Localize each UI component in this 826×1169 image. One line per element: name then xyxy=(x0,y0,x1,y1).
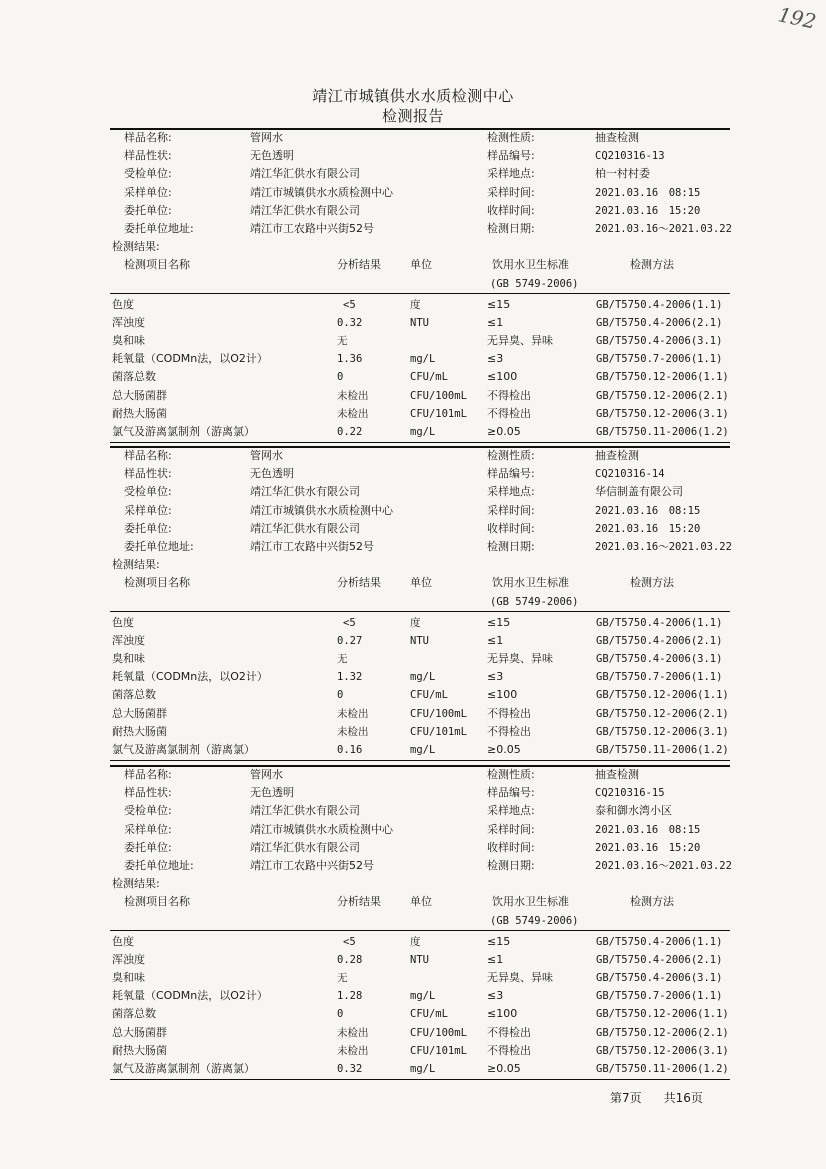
cell-result: 0 xyxy=(337,1008,344,1021)
cell-result: 1.32 xyxy=(337,671,363,684)
table-row xyxy=(0,314,826,332)
table-row xyxy=(0,723,826,741)
table-row xyxy=(0,1024,826,1042)
cell-item: 总大肠菌群 xyxy=(112,388,167,402)
test-nature-label: 检测性质: xyxy=(487,449,535,462)
results-label: 检测结果: xyxy=(112,558,160,572)
test-nature-label: 检测性质: xyxy=(487,131,535,144)
results-table-header xyxy=(0,256,826,274)
cell-method: GB/T5750.11-2006(1.2) xyxy=(596,1063,729,1075)
cell-unit: CFU/mL xyxy=(410,371,448,384)
col-header-standard-sub: (GB 5749-2006) xyxy=(490,595,579,608)
inspected-unit-value: 靖江华汇供水有限公司 xyxy=(250,485,360,499)
col-header-unit: 单位 xyxy=(410,576,432,590)
sampling-time-label: 采样时间: xyxy=(487,822,535,836)
sample-meta-row xyxy=(0,165,826,183)
cell-result: 1.36 xyxy=(337,353,363,366)
cell-standard: 无异臭、异味 xyxy=(487,334,553,347)
cell-method: GB/T5750.11-2006(1.2) xyxy=(596,744,729,756)
sampling-unit-label: 采样单位: xyxy=(124,185,172,199)
cell-result: <5 xyxy=(343,298,356,311)
sample-no-value: CQ210316-13 xyxy=(595,150,665,163)
cell-item: 氯气及游离氯制剂（游离氯） xyxy=(112,743,255,756)
table-row xyxy=(0,933,826,951)
sample-meta-row xyxy=(0,502,826,520)
table-row xyxy=(0,705,826,723)
sample-meta-row xyxy=(0,465,826,483)
col-header-unit: 单位 xyxy=(410,258,432,272)
cell-method: GB/T5750.4-2006(1.1) xyxy=(596,298,723,311)
cell-standard: 不得检出 xyxy=(487,1043,531,1057)
cell-method: GB/T5750.4-2006(3.1) xyxy=(596,335,723,347)
report-title: 靖江市城镇供水水质检测中心 xyxy=(312,87,514,105)
client-address-value: 靖江市工农路中兴街52号 xyxy=(250,540,374,553)
receive-time-value: 2021.03.16 15:20 xyxy=(595,204,701,217)
test-date-label: 检测日期: xyxy=(487,859,535,872)
sample-name-value: 管网水 xyxy=(250,449,283,462)
cell-method: GB/T5750.7-2006(1.1) xyxy=(596,990,723,1003)
sample-no-label: 样品编号: xyxy=(487,467,535,481)
sample-state-value: 无色透明 xyxy=(250,467,294,481)
results-table-subheader xyxy=(0,275,826,293)
report-header xyxy=(0,86,826,126)
cell-result: <5 xyxy=(343,935,356,948)
test-date-label: 检测日期: xyxy=(487,222,535,235)
cell-result: 未检出 xyxy=(337,389,369,402)
sample-meta-row xyxy=(0,220,826,238)
cell-unit: mg/L xyxy=(410,426,436,438)
test-nature-label: 检测性质: xyxy=(487,768,535,781)
receive-time-value: 2021.03.16 15:20 xyxy=(595,841,701,854)
cell-method: GB/T5750.12-2006(2.1) xyxy=(596,1026,729,1039)
table-bottom-divider xyxy=(110,760,730,761)
cell-result: 0.16 xyxy=(337,744,363,756)
col-header-item: 检测项目名称 xyxy=(124,895,190,909)
inspected-unit-value: 靖江华汇供水有限公司 xyxy=(250,804,360,818)
cell-result: 1.28 xyxy=(337,990,363,1003)
cell-unit: NTU xyxy=(410,953,429,966)
cell-item: 耐热大肠菌 xyxy=(112,1043,167,1057)
table-row xyxy=(0,423,826,441)
cell-standard: 无异臭、异味 xyxy=(487,971,553,984)
cell-method: GB/T5750.4-2006(3.1) xyxy=(596,653,723,665)
test-nature-value: 抽查检测 xyxy=(595,768,639,781)
cell-method: GB/T5750.4-2006(2.1) xyxy=(596,634,723,647)
cell-item: 菌落总数 xyxy=(112,688,156,702)
table-row xyxy=(0,668,826,686)
table-row xyxy=(0,686,826,704)
client-address-label: 委托单位地址: xyxy=(124,222,194,235)
sample-meta-row xyxy=(0,147,826,165)
test-nature-value: 抽查检测 xyxy=(595,449,639,462)
cell-unit: 度 xyxy=(410,298,421,311)
sampling-unit-label: 采样单位: xyxy=(124,503,172,517)
cell-result: 未检出 xyxy=(337,1026,369,1039)
cell-standard: 不得检出 xyxy=(487,388,531,402)
sample-no-value: CQ210316-15 xyxy=(595,787,665,800)
test-nature-value: 抽查检测 xyxy=(595,131,639,144)
col-header-unit: 单位 xyxy=(410,895,432,909)
cell-item: 耗氧量（CODMn法，以O2计） xyxy=(112,989,268,1003)
results-table-subheader xyxy=(0,912,826,930)
cell-result: 无 xyxy=(337,653,348,665)
table-bottom-divider xyxy=(110,442,730,443)
table-row xyxy=(0,987,826,1005)
receive-time-label: 收样时间: xyxy=(487,840,535,854)
sample-name-value: 管网水 xyxy=(250,131,283,144)
cell-standard: ≤15 xyxy=(487,297,511,311)
col-header-method: 检测方法 xyxy=(630,576,674,590)
page-footer xyxy=(610,1089,725,1106)
cell-item: 菌落总数 xyxy=(112,370,156,384)
client-unit-label: 委托单位: xyxy=(124,203,172,217)
sample-state-label: 样品性状: xyxy=(124,467,172,481)
cell-result: 无 xyxy=(337,335,348,347)
cell-unit: CFU/101mL xyxy=(410,1044,467,1057)
cell-standard: 不得检出 xyxy=(487,1025,531,1039)
cell-unit: CFU/101mL xyxy=(410,725,467,738)
table-header-divider xyxy=(110,293,730,294)
sample-meta-row xyxy=(0,766,826,784)
cell-result: 未检出 xyxy=(337,707,369,720)
sample-meta-row xyxy=(0,520,826,538)
cell-method: GB/T5750.7-2006(1.1) xyxy=(596,353,723,366)
sample-meta-row xyxy=(0,784,826,802)
cell-method: GB/T5750.11-2006(1.2) xyxy=(596,426,729,438)
cell-standard: 不得检出 xyxy=(487,406,531,420)
sample-name-value: 管网水 xyxy=(250,768,283,781)
client-unit-value: 靖江华汇供水有限公司 xyxy=(250,521,360,535)
sample-name-label: 样品名称: xyxy=(124,768,172,781)
cell-unit: mg/L xyxy=(410,353,436,366)
table-row xyxy=(0,614,826,632)
sample-state-value: 无色透明 xyxy=(250,786,294,800)
table-header-divider xyxy=(110,930,730,931)
table-row xyxy=(0,405,826,423)
table-row xyxy=(0,387,826,405)
cell-item: 耐热大肠菌 xyxy=(112,724,167,738)
sampling-site-value: 泰和御水湾小区 xyxy=(595,804,672,818)
sample-meta-row xyxy=(0,129,826,147)
cell-unit: mg/L xyxy=(410,671,436,684)
cell-result: 无 xyxy=(337,972,348,984)
sampling-site-value: 柏一村村委 xyxy=(595,167,650,181)
client-unit-value: 靖江华汇供水有限公司 xyxy=(250,203,360,217)
cell-unit: CFU/100mL xyxy=(410,1026,467,1039)
client-address-label: 委托单位地址: xyxy=(124,859,194,872)
cell-unit: CFU/mL xyxy=(410,1008,448,1021)
cell-item: 臭和味 xyxy=(112,652,145,665)
test-date-value: 2021.03.16～2021.03.22 xyxy=(595,541,732,553)
cell-method: GB/T5750.12-2006(3.1) xyxy=(596,407,729,420)
results-label: 检测结果: xyxy=(112,877,160,891)
cell-method: GB/T5750.4-2006(3.1) xyxy=(596,972,723,984)
sampling-time-value: 2021.03.16 08:15 xyxy=(595,823,701,836)
cell-result: 0.28 xyxy=(337,953,363,966)
cell-item: 色度 xyxy=(112,615,134,629)
cell-standard: 不得检出 xyxy=(487,706,531,720)
sample-meta-row xyxy=(0,202,826,220)
cell-unit: CFU/mL xyxy=(410,689,448,702)
test-date-value: 2021.03.16～2021.03.22 xyxy=(595,223,732,235)
client-address-value: 靖江市工农路中兴街52号 xyxy=(250,222,374,235)
cell-unit: 度 xyxy=(410,616,421,629)
cell-unit: mg/L xyxy=(410,744,436,756)
sampling-time-label: 采样时间: xyxy=(487,185,535,199)
cell-result: 0.27 xyxy=(337,634,363,647)
cell-method: GB/T5750.12-2006(2.1) xyxy=(596,707,729,720)
sampling-unit-value: 靖江市城镇供水水质检测中心 xyxy=(250,822,393,836)
col-header-item: 检测项目名称 xyxy=(124,576,190,590)
col-header-result: 分析结果 xyxy=(337,576,381,590)
cell-result: 0 xyxy=(337,689,344,702)
sampling-time-value: 2021.03.16 08:15 xyxy=(595,504,701,517)
cell-result: 未检出 xyxy=(337,725,369,738)
results-label-row xyxy=(0,875,826,893)
cell-item: 耗氧量（CODMn法，以O2计） xyxy=(112,670,268,684)
handwritten-page-number: 192 xyxy=(775,2,819,34)
results-label: 检测结果: xyxy=(112,240,160,254)
cell-standard: ≤15 xyxy=(487,934,511,948)
cell-unit: CFU/101mL xyxy=(410,407,467,420)
sample-meta-row xyxy=(0,802,826,820)
cell-method: GB/T5750.12-2006(1.1) xyxy=(596,689,729,702)
cell-standard: ≤3 xyxy=(487,670,504,684)
cell-standard: ≤100 xyxy=(487,370,518,384)
sample-meta-row xyxy=(0,447,826,465)
cell-item: 浑浊度 xyxy=(112,315,145,329)
cell-standard: ≤3 xyxy=(487,989,504,1003)
sample-state-value: 无色透明 xyxy=(250,149,294,163)
table-row xyxy=(0,741,826,759)
client-unit-value: 靖江华汇供水有限公司 xyxy=(250,840,360,854)
cell-method: GB/T5750.4-2006(1.1) xyxy=(596,616,723,629)
cell-standard: ≤100 xyxy=(487,1007,518,1021)
cell-unit: NTU xyxy=(410,316,429,329)
test-date-label: 检测日期: xyxy=(487,540,535,553)
cell-method: GB/T5750.12-2006(1.1) xyxy=(596,371,729,384)
results-label-row xyxy=(0,238,826,256)
results-table-subheader xyxy=(0,593,826,611)
cell-method: GB/T5750.12-2006(3.1) xyxy=(596,1044,729,1057)
cell-standard: 无异臭、异味 xyxy=(487,652,553,665)
cell-result: <5 xyxy=(343,616,356,629)
cell-result: 未检出 xyxy=(337,1044,369,1057)
client-address-label: 委托单位地址: xyxy=(124,540,194,553)
cell-method: GB/T5750.4-2006(1.1) xyxy=(596,935,723,948)
col-header-standard-sub: (GB 5749-2006) xyxy=(490,277,579,290)
col-header-standard: 饮用水卫生标准 xyxy=(492,895,569,909)
sample-no-label: 样品编号: xyxy=(487,786,535,800)
table-row xyxy=(0,1005,826,1023)
cell-method: GB/T5750.4-2006(2.1) xyxy=(596,953,723,966)
sample-meta-row xyxy=(0,184,826,202)
client-address-value: 靖江市工农路中兴街52号 xyxy=(250,859,374,872)
receive-time-label: 收样时间: xyxy=(487,521,535,535)
sample-name-label: 样品名称: xyxy=(124,449,172,462)
sample-no-value: CQ210316-14 xyxy=(595,468,665,481)
table-row xyxy=(0,1060,826,1078)
cell-unit: CFU/100mL xyxy=(410,389,467,402)
sampling-site-label: 采样地点: xyxy=(487,167,535,181)
sampling-site-value: 华信制盖有限公司 xyxy=(595,485,683,499)
cell-item: 色度 xyxy=(112,297,134,311)
sampling-unit-value: 靖江市城镇供水水质检测中心 xyxy=(250,503,393,517)
sampling-unit-value: 靖江市城镇供水水质检测中心 xyxy=(250,185,393,199)
cell-item: 色度 xyxy=(112,934,134,948)
table-row xyxy=(0,650,826,668)
cell-method: GB/T5750.12-2006(3.1) xyxy=(596,725,729,738)
results-table-header xyxy=(0,574,826,592)
cell-result: 0.32 xyxy=(337,1063,363,1075)
test-date-value: 2021.03.16～2021.03.22 xyxy=(595,860,732,872)
cell-item: 耗氧量（CODMn法，以O2计） xyxy=(112,352,268,366)
cell-result: 0 xyxy=(337,371,344,384)
col-header-method: 检测方法 xyxy=(630,895,674,909)
sampling-site-label: 采样地点: xyxy=(487,804,535,818)
page-number: 第7页 xyxy=(610,1091,642,1105)
cell-method: GB/T5750.12-2006(1.1) xyxy=(596,1008,729,1021)
table-header-divider xyxy=(110,611,730,612)
cell-item: 臭和味 xyxy=(112,334,145,347)
cell-item: 氯气及游离氯制剂（游离氯） xyxy=(112,1062,255,1075)
cell-standard: 不得检出 xyxy=(487,724,531,738)
sample-no-label: 样品编号: xyxy=(487,149,535,163)
results-label-row xyxy=(0,556,826,574)
cell-result: 0.32 xyxy=(337,316,363,329)
cell-unit: mg/L xyxy=(410,1063,436,1075)
sampling-site-label: 采样地点: xyxy=(487,485,535,499)
cell-item: 菌落总数 xyxy=(112,1007,156,1021)
cell-unit: 度 xyxy=(410,935,421,948)
table-row xyxy=(0,368,826,386)
col-header-standard-sub: (GB 5749-2006) xyxy=(490,914,579,927)
cell-standard: ≥0.05 xyxy=(487,1062,521,1075)
cell-item: 耐热大肠菌 xyxy=(112,406,167,420)
inspected-unit-label: 受检单位: xyxy=(124,167,172,181)
cell-item: 总大肠菌群 xyxy=(112,706,167,720)
table-row xyxy=(0,969,826,987)
cell-item: 浑浊度 xyxy=(112,633,145,647)
cell-item: 氯气及游离氯制剂（游离氯） xyxy=(112,425,255,438)
cell-standard: ≤1 xyxy=(487,952,504,966)
inspected-unit-value: 靖江华汇供水有限公司 xyxy=(250,167,360,181)
sample-meta-row xyxy=(0,839,826,857)
sample-meta-row xyxy=(0,483,826,501)
sampling-unit-label: 采样单位: xyxy=(124,822,172,836)
table-row xyxy=(0,632,826,650)
sample-meta-row xyxy=(0,821,826,839)
results-table-header xyxy=(0,893,826,911)
cell-standard: ≤1 xyxy=(487,315,504,329)
cell-method: GB/T5750.4-2006(2.1) xyxy=(596,316,723,329)
cell-standard: ≤3 xyxy=(487,352,504,366)
cell-standard: ≥0.05 xyxy=(487,743,521,756)
cell-standard: ≤100 xyxy=(487,688,518,702)
col-header-method: 检测方法 xyxy=(630,258,674,272)
sample-meta-row xyxy=(0,857,826,875)
cell-result: 未检出 xyxy=(337,407,369,420)
cell-unit: NTU xyxy=(410,634,429,647)
inspected-unit-label: 受检单位: xyxy=(124,804,172,818)
cell-item: 臭和味 xyxy=(112,971,145,984)
client-unit-label: 委托单位: xyxy=(124,521,172,535)
sample-meta-row xyxy=(0,538,826,556)
sample-state-label: 样品性状: xyxy=(124,786,172,800)
sampling-time-value: 2021.03.16 08:15 xyxy=(595,186,701,199)
table-row xyxy=(0,1042,826,1060)
report-subtitle: 检测报告 xyxy=(381,107,444,125)
cell-method: GB/T5750.7-2006(1.1) xyxy=(596,671,723,684)
cell-unit: mg/L xyxy=(410,990,436,1003)
col-header-standard: 饮用水卫生标准 xyxy=(492,258,569,272)
cell-standard: ≤1 xyxy=(487,633,504,647)
col-header-item: 检测项目名称 xyxy=(124,258,190,272)
cell-method: GB/T5750.12-2006(2.1) xyxy=(596,389,729,402)
table-row xyxy=(0,296,826,314)
cell-item: 总大肠菌群 xyxy=(112,1025,167,1039)
receive-time-label: 收样时间: xyxy=(487,203,535,217)
cell-result: 0.22 xyxy=(337,426,363,438)
sampling-time-label: 采样时间: xyxy=(487,503,535,517)
cell-item: 浑浊度 xyxy=(112,952,145,966)
table-row xyxy=(0,951,826,969)
col-header-result: 分析结果 xyxy=(337,258,381,272)
sample-state-label: 样品性状: xyxy=(124,149,172,163)
client-unit-label: 委托单位: xyxy=(124,840,172,854)
table-row xyxy=(0,350,826,368)
cell-standard: ≥0.05 xyxy=(487,425,521,438)
receive-time-value: 2021.03.16 15:20 xyxy=(595,522,701,535)
page-total: 共16页 xyxy=(663,1091,703,1105)
sample-name-label: 样品名称: xyxy=(124,131,172,144)
col-header-standard: 饮用水卫生标准 xyxy=(492,576,569,590)
inspected-unit-label: 受检单位: xyxy=(124,485,172,499)
table-bottom-divider xyxy=(110,1079,730,1080)
table-row xyxy=(0,332,826,350)
col-header-result: 分析结果 xyxy=(337,895,381,909)
cell-unit: CFU/100mL xyxy=(410,707,467,720)
cell-standard: ≤15 xyxy=(487,615,511,629)
